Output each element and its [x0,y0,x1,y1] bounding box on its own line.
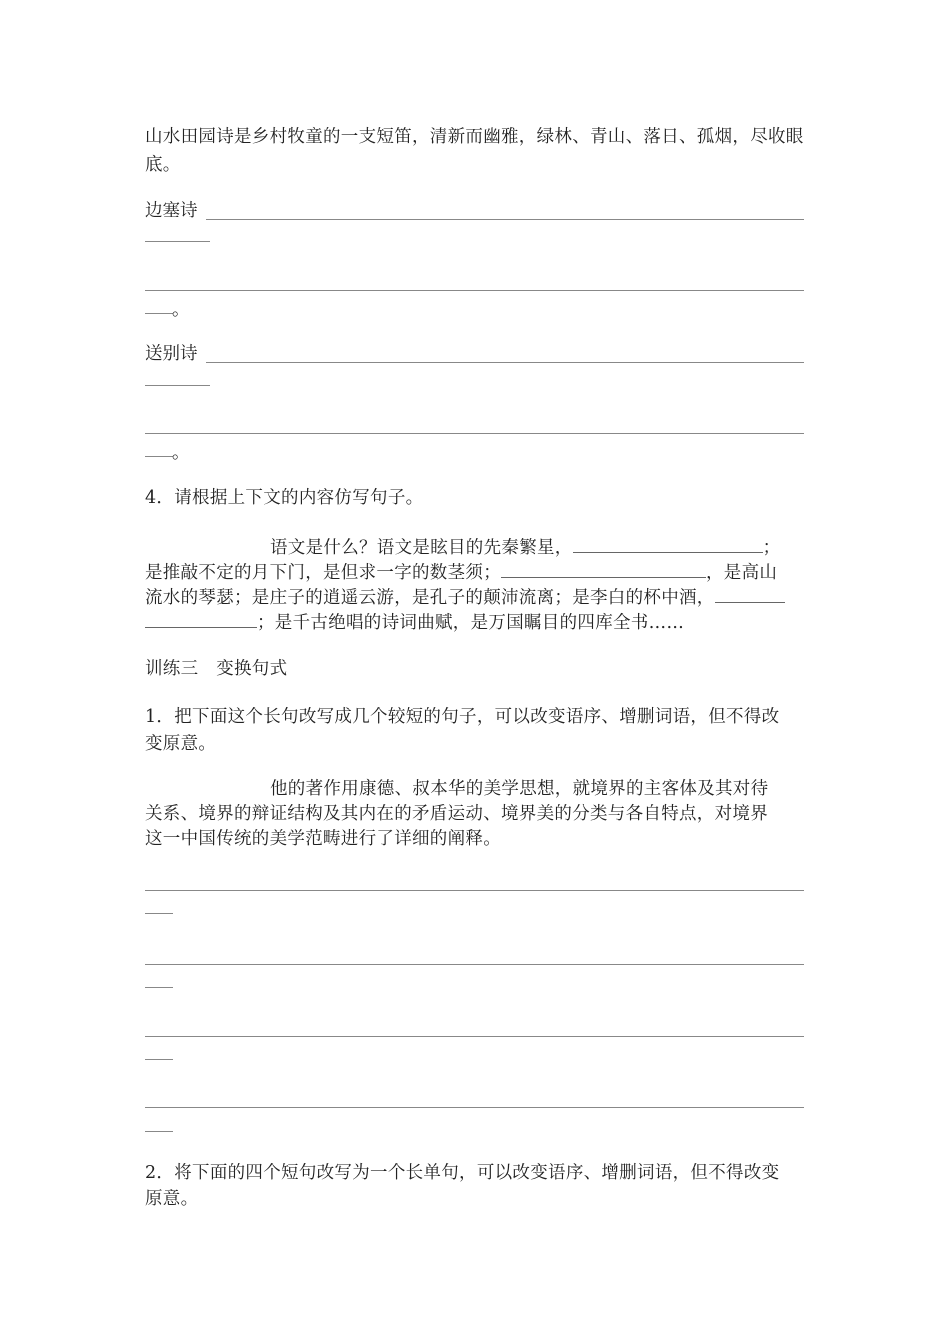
s3q1-passage-line-2: 关系、境界的辩证结构及其内在的矛盾运动、境界美的分类与各自特点，对境界 [145,804,768,824]
q4-line-3-text: 流水的琴瑟；是庄子的逍遥云游，是孔子的颠沛流离；是李白的杯中酒， [145,588,715,608]
q4-line-1-end: ； [762,538,781,558]
q4-line-2 [145,559,777,586]
q4-blank-2[interactable] [501,559,706,578]
s3q1-answer-line-4[interactable] [145,1107,804,1108]
border-poem-blank-1[interactable] [206,219,804,220]
farewell-poem-end-mark: 。 [172,443,190,463]
s3q1-passage-line-3: 这一中国传统的美学范畴进行了详细的阐释。 [145,829,501,849]
s3q2-title-line-1: 2．将下面的四个短句改写为一个长单句，可以改变语序、增删词语，但不得改变 [145,1163,780,1183]
s3q1-answer-line-3[interactable] [145,1036,804,1037]
q4-line-2-end: ，是高山 [706,563,778,583]
farewell-poem-blank-1-wrap[interactable] [145,385,210,386]
farewell-poem-blank-2[interactable] [145,433,804,434]
intro-line-1: 山水田园诗是乡村牧童的一支短笛，清新而幽雅，绿林、青山、落日、孤烟，尽收眼 [145,127,804,147]
border-poem-end-mark: 。 [172,300,190,320]
section-3-title: 训练三 变换句式 [145,659,288,679]
s3q1-answer-line-2-wrap[interactable] [145,987,173,988]
q4-line-4 [145,609,684,636]
q4-line-2-text: 是推敲不定的月下门，是但求一字的数茎须； [145,563,501,583]
s3q1-answer-line-3-wrap[interactable] [145,1059,173,1060]
border-poem-blank-1-wrap[interactable] [145,241,210,242]
border-poem-label: 边塞诗 [145,201,198,221]
border-poem-blank-2[interactable] [145,290,804,291]
q4-title: 4．请根据上下文的内容仿写句子。 [145,488,424,508]
s3q1-answer-line-4-wrap[interactable] [145,1131,173,1132]
s3q1-answer-line-2[interactable] [145,964,804,965]
q4-line-4-text: ；是千古绝唱的诗词曲赋，是万国瞩目的四库全书…… [257,613,685,633]
q4-line-1-text: 语文是什么？语文是眩目的先秦繁星， [270,538,573,558]
border-poem-blank-2-wrap[interactable] [145,313,173,314]
q4-line-1 [270,534,780,561]
q4-blank-3[interactable] [715,584,785,603]
s3q1-answer-line-1-wrap[interactable] [145,913,173,914]
farewell-poem-blank-2-wrap[interactable] [145,456,173,457]
s3q2-title-line-2: 原意。 [145,1189,199,1209]
q4-line-3 [145,584,785,611]
s3q1-passage-line-1: 他的著作用康德、叔本华的美学思想，就境界的主客体及其对待 [270,779,769,799]
farewell-poem-blank-1[interactable] [206,362,804,363]
intro-line-2: 底。 [145,155,181,175]
q4-blank-1[interactable] [573,534,763,553]
s3q1-title-line-2: 变原意。 [145,734,217,754]
s3q1-title-line-1: 1．把下面这个长句改写成几个较短的句子，可以改变语序、增删词语，但不得改 [145,707,780,727]
farewell-poem-label: 送别诗 [145,344,198,364]
q4-blank-3-wrap[interactable] [145,609,257,628]
s3q1-answer-line-1[interactable] [145,890,804,891]
